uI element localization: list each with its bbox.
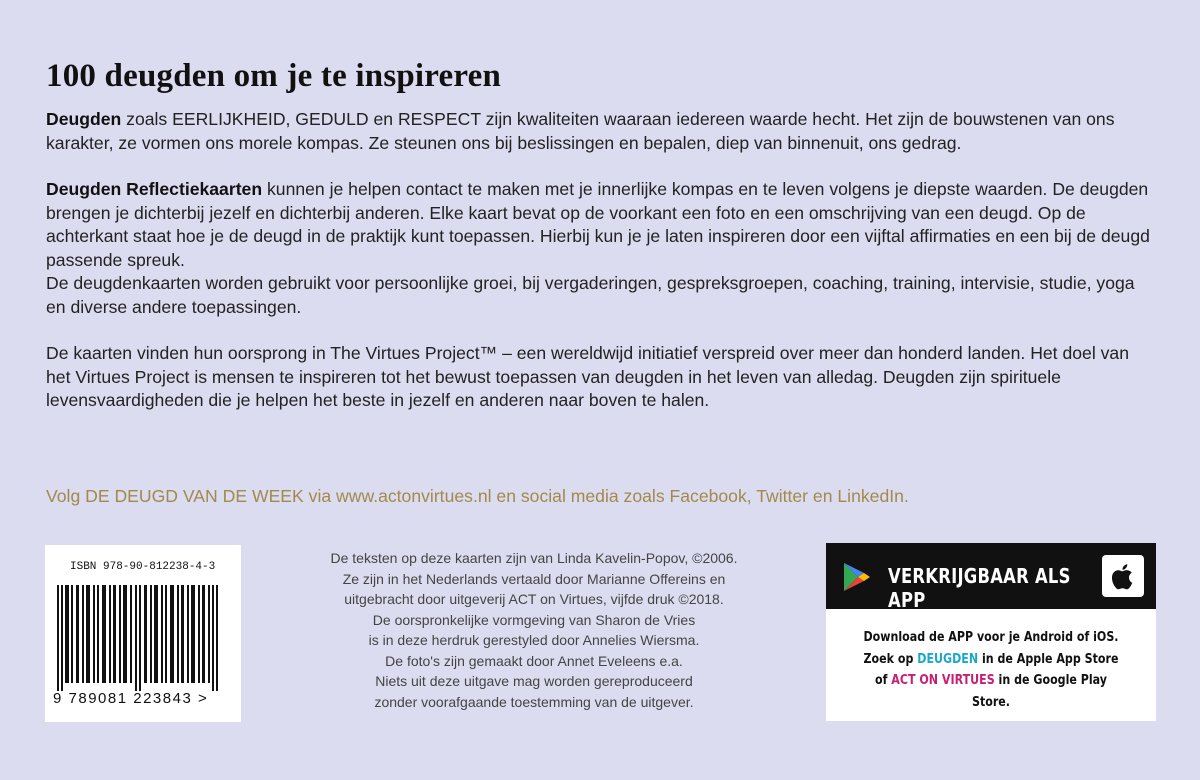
credits-line: uitgebracht door uitgeverij ACT on Virtues, vijfde druk ©2018. (344, 591, 724, 607)
apple-icon (1102, 555, 1144, 597)
app-line-3-post: in de Google Play Store. (971, 672, 1108, 710)
credits-line: zonder voorafgaande toestemming van de uitgever. (374, 693, 694, 710)
app-line-2 (856, 649, 1127, 671)
app-line-2-post: in de Apple App Store (978, 650, 1119, 667)
credits-line: is in deze herdruk gerestyled door Annelies Wiersma. (368, 632, 700, 648)
barcode-icon (55, 585, 227, 691)
app-line-2-pre: Zoek op (863, 650, 918, 667)
app-banner-label: VERKRIJGBAAR ALS APP (888, 564, 1071, 612)
paragraph-3: De deugdenkaarten worden gebruikt voor persoonlijke groei, bij vergaderingen, gespreksgroepen, coaching, training, intervisie, studie, yoga en diverse andere toepassingen. (46, 273, 1135, 317)
page-title: 100 deugden om je te inspireren (46, 58, 502, 94)
follow-line: Volg DE DEUGD VAN DE WEEK via www.actonvirtues.nl en social media zoals Facebook, Twitter en LinkedIn. (46, 486, 909, 506)
app-panel (826, 543, 1156, 721)
body-text (46, 108, 1158, 436)
app-line-3 (856, 670, 1127, 713)
credits-line: De teksten op deze kaarten zijn van Linda Kavelin-Popov, ©2006. (330, 550, 738, 566)
ean-digits: 9 789081 223843 > (53, 690, 209, 707)
app-search-term-act-on-virtues: ACT ON VIRTUES (891, 672, 995, 688)
paragraph-1 (46, 108, 1158, 155)
credits-block (264, 548, 804, 712)
credits-line: De oorspronkelijke vormgeving van Sharon de Vries (372, 611, 696, 628)
paragraph-1-text: zoals EERLIJKHEID, GEDULD en RESPECT zijn kwaliteiten waaraan iedereen waarde hecht. Het zijn de bouwstenen van ons karakter, ze vormen ons morele kompas. Ze steunen ons bij beslissingen en bepalen, diep van binnenuit, ons gedrag. (46, 109, 1115, 153)
paragraph-2 (46, 178, 1158, 272)
app-line-1: Download de APP voor je Android of iOS. (863, 629, 1119, 645)
paragraph-4: De kaarten vinden hun oorsprong in The Virtues Project™ – een wereldwijd initiatief verspreid over meer dan honderd landen. Het doel van het Virtues Project is mensen te inspireren tot het bewust toepassen van deugden in het leven van alledag. Deugden zijn spirituele levensvaardigheden die je helpen het beste in jezelf en anderen naar boven te halen. (46, 343, 1129, 410)
credits-line: Niets uit deze uitgave mag worden gereproduceerd (375, 673, 693, 689)
app-banner (826, 543, 1156, 612)
isbn-label: ISBN 978-90-812238-4-3 (70, 561, 216, 573)
google-play-icon (840, 561, 872, 593)
app-line-3-pre: of (874, 672, 892, 688)
paragraph-2-lead: Deugden Reflectiekaarten (46, 179, 263, 199)
barcode-panel (45, 545, 241, 722)
credits-line: De foto's zijn gemaakt door Annet Eveleens e.a. (385, 652, 683, 669)
app-instructions (826, 627, 1156, 713)
credits-line: Ze zijn in het Nederlands vertaald door Marianne Offereins en (342, 570, 726, 587)
paragraph-1-lead: Deugden (46, 109, 122, 129)
paragraph-2-text: kunnen je helpen contact te maken met je innerlijke kompas en te leven volgens je diepste waarden. De deugden brengen je dichterbij jezelf en dichterbij anderen. Elke kaart bevat op de voorkant een foto en een omschrijving van een deugd. Op de achterkant staat hoe je de deugd in de praktijk kunt toepassen. Hierbij kun je je laten inspireren door een vijftal affirmaties en een bij de deugd passende spreuk. (46, 179, 1150, 270)
app-search-term-deugden: DEUGDEN (917, 650, 979, 667)
